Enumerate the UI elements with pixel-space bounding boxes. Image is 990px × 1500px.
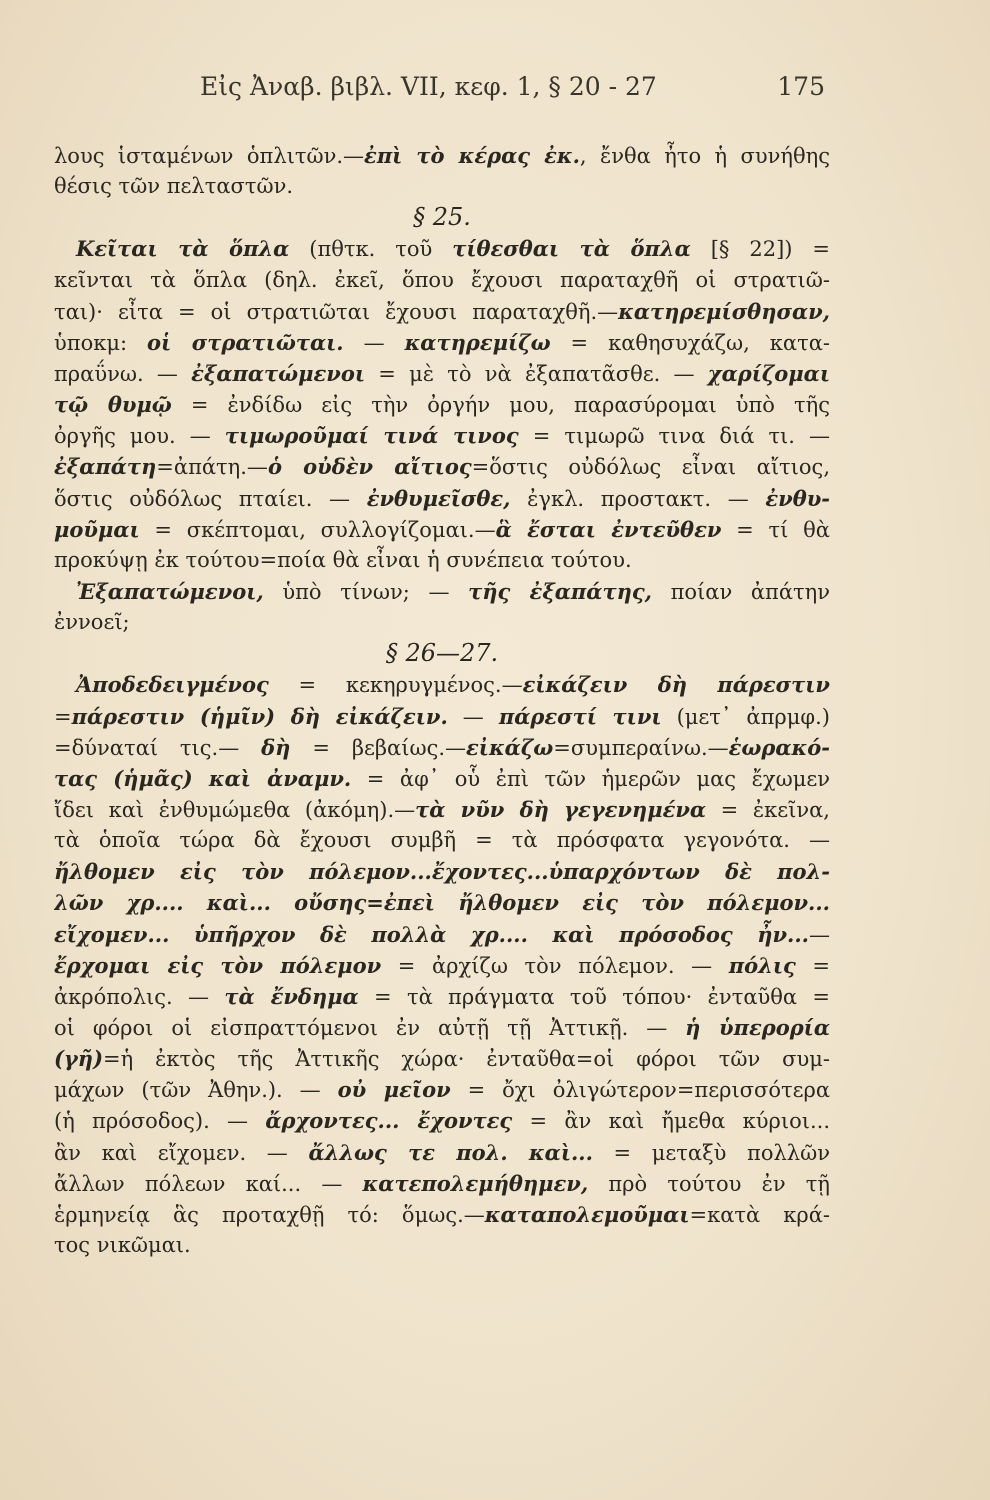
text-line: ἀκρόπολις. — τὰ ἔνδημα = τὰ πράγματα τοῦ τόπου· ἐνταῦθα = xyxy=(54,983,830,1009)
text-line: (γῆ)=ἡ ἐκτὸς τῆς Ἀττικῆς χώρα· ἐνταῦθα=οἱ φόροι τῶν συμ- xyxy=(54,1046,830,1072)
text-line: τῷ θυμῷ = ἐνδίδω εἰς τὴν ὀργήν μου, παρασύρομαι ὑπὸ τῆς xyxy=(54,392,830,418)
text-line: ἔρχομαι εἰς τὸν πόλεμον = ἀρχίζω τὸν πόλεμον. — πόλις = xyxy=(54,952,830,978)
text-line: τας (ἡμᾶς) καὶ ἀναμν. = ἀφ᾽ οὗ ἐπὶ τῶν ἡμερῶν μας ἔχωμεν xyxy=(54,765,830,791)
text-line: =δύναταί τις.— δὴ = βεβαίως.—εἰκάζω=συμπεραίνω.—ἑωρακό- xyxy=(54,734,830,760)
text-line: =πάρεστιν (ἡμῖν) δὴ εἰκάζειν. — πάρεστί τινι (μετ᾽ ἀπρμφ.) xyxy=(54,703,830,729)
text-line: ὅστις οὐδόλως πταίει. — ἐνθυμεῖσθε, ἐγκλ. προστακτ. — ἐνθυ- xyxy=(54,485,830,511)
text-line: (ἡ πρόσοδος). — ἄρχοντες... ἔχοντες = ἂν καὶ ἤμεθα κύριοι... xyxy=(54,1108,830,1134)
text-line: λους ἱσταμένων ὁπλιτῶν.—ἐπὶ τὸ κέρας ἐκ., ἔνθα ἦτο ἡ συνήθης xyxy=(54,143,830,168)
text-line: εἴχομεν... ὑπῆρχον δὲ πολλὰ χρ.... καὶ πρόσοδος ἦν...— xyxy=(54,921,830,947)
text-line: τος νικῶμαι. xyxy=(54,1232,191,1257)
text-line: ἄλλων πόλεων καί... — κατεπολεμήθημεν, πρὸ τούτου ἐν τῇ xyxy=(54,1170,830,1196)
page-body xyxy=(54,140,830,1261)
text-line: ἴδει καὶ ἐνθυμώμεθα (ἀκόμη).—τὰ νῦν δὴ γεγενημένα = ἐκεῖνα, xyxy=(54,796,830,822)
text-line: πραΰνω. — ἐξαπατώμενοι = μὲ τὸ νὰ ἐξαπατᾶσθε. — χαρίζομαι xyxy=(54,360,830,386)
text-line: ἑρμηνείᾳ ἃς προταχθῇ τό: ὅμως.—καταπολεμοῦμαι=κατὰ κρά- xyxy=(54,1201,830,1227)
text-line: τὰ ὁποῖα τώρα δὰ ἔχουσι συμβῆ = τὰ πρόσφατα γεγονότα. — xyxy=(54,828,830,853)
text-line: Ἐξαπατώμενοι, ὑπὸ τίνων; — τῆς ἐξαπάτης, ποίαν ἀπάτην xyxy=(76,578,830,604)
text-line: Κεῖται τὰ ὅπλα (πθτκ. τοῦ τίθεσθαι τὰ ὅπλα [§ 22]) = xyxy=(76,236,830,262)
text-line: ὑποκμ: οἱ στρατιῶται. — κατηρεμίζω = καθησυχάζω, κατα- xyxy=(54,329,830,355)
text-line: ὀργῆς μου. — τιμωροῦμαί τινά τινος = τιμωρῶ τινα διά τι. — xyxy=(54,423,830,449)
text-line: ἐννοεῖ; xyxy=(54,610,130,635)
text-line: λῶν χρ.... καὶ... οὔσης=ἐπεὶ ἤλθομεν εἰς τὸν πόλεμον... xyxy=(54,890,830,916)
text-line: ἐξαπάτη=ἀπάτη.—ὁ οὐδὲν αἴτιος=ὅστις οὐδόλως εἶναι αἴτιος, xyxy=(54,454,830,480)
page-number: 175 xyxy=(777,72,825,101)
text-line: κεῖνται τὰ ὅπλα (δηλ. ἐκεῖ, ὅπου ἔχουσι παραταχθῆ οἱ στρατιῶ- xyxy=(54,267,830,292)
text-line: ἤλθομεν εἰς τὸν πόλεμον...ἔχοντες...ὑπαρχόντων δὲ πολ- xyxy=(54,859,830,885)
text-line: μάχων (τῶν Ἀθην.). — οὐ μεῖον = ὄχι ὀλιγώτερον=περισσότερα xyxy=(54,1077,830,1103)
page-header xyxy=(200,72,825,112)
text-line: ται)· εἶτα = οἱ στρατιῶται ἔχουσι παραταχθῆ.—κατηρεμίσθησαν, xyxy=(54,298,830,324)
section-heading-26-27: § 26—27. xyxy=(385,639,499,668)
text-line: ἂν καὶ εἴχομεν. — ἄλλως τε πολ. καὶ... = μεταξὺ πολλῶν xyxy=(54,1139,830,1165)
text-line: θέσις τῶν πελταστῶν. xyxy=(54,174,294,199)
text-line: μοῦμαι = σκέπτομαι, συλλογίζομαι.—ἃ ἔσται ἐντεῦθεν = τί θὰ xyxy=(54,516,830,542)
running-head: Εἰς Ἀναβ. βιβλ. VII, κεφ. 1, § 20 - 27 xyxy=(200,72,657,101)
text-line: Ἀποδεδειγμένος = κεκηρυγμένος.—εἰκάζειν δὴ πάρεστιν xyxy=(76,672,830,698)
text-line: προκύψῃ ἐκ τούτου=ποία θὰ εἶναι ἡ συνέπεια τούτου. xyxy=(54,547,632,572)
text-line: οἱ φόροι οἱ εἰσπραττόμενοι ἐν αὐτῇ τῇ Ἀττικῇ. — ἡ ὑπερορία xyxy=(54,1014,830,1040)
section-heading-25: § 25. xyxy=(413,203,471,232)
